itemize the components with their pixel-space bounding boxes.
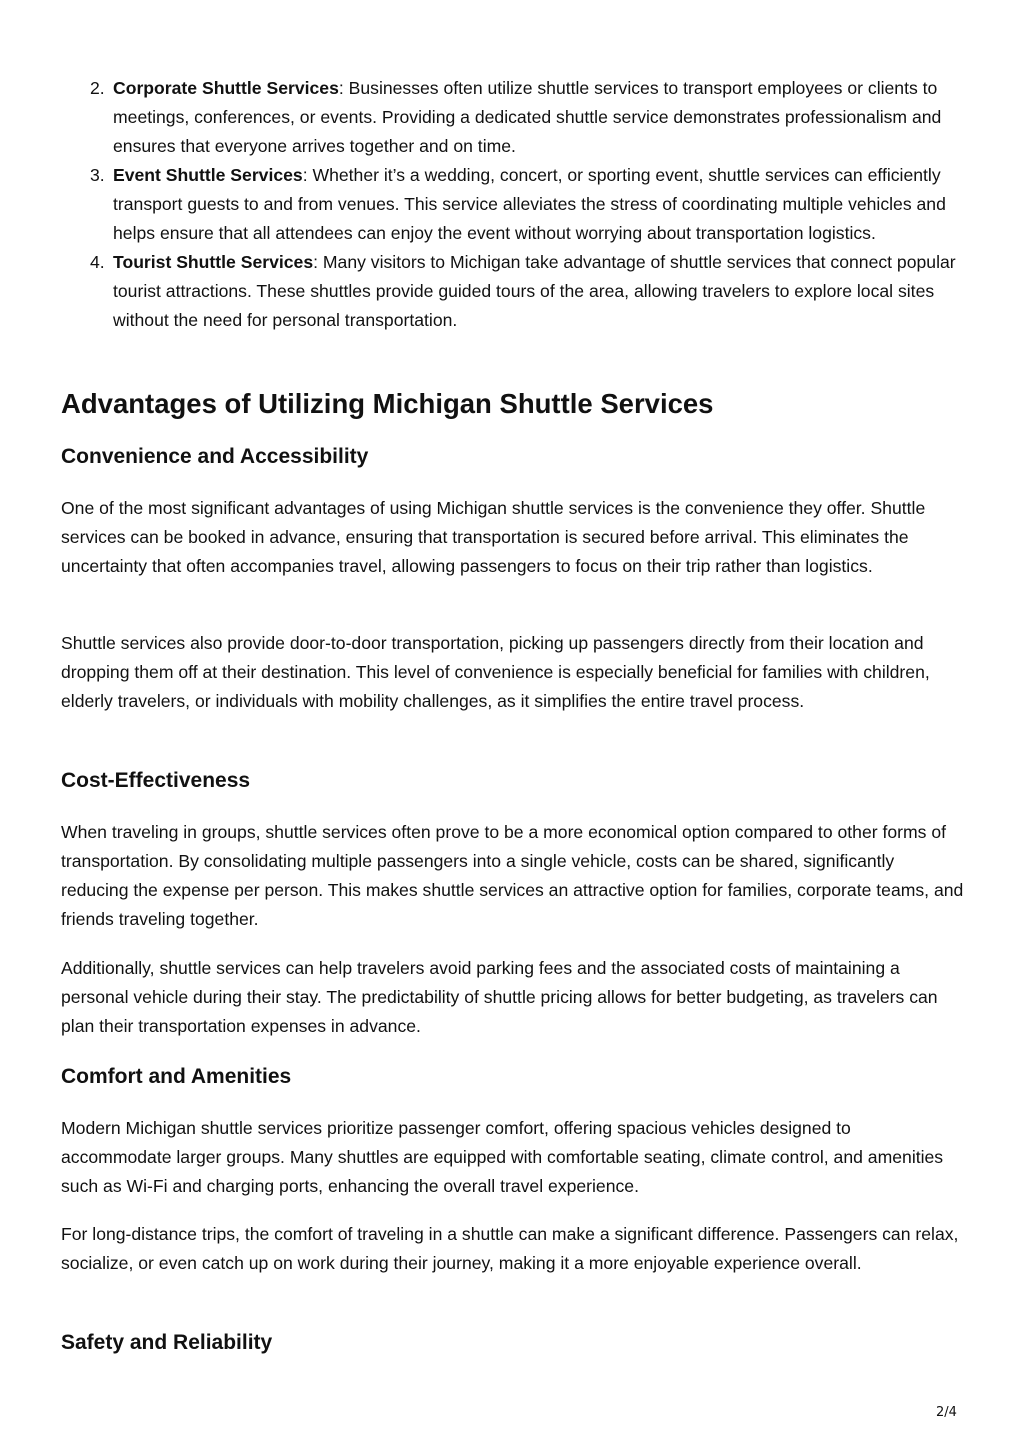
page-content: [61, 74, 966, 1354]
list-item-text: : Whether it’s a wedding, concert, or sporting event, shuttle services can efficiently transport guests to and from venues. This service alleviates the stress of coordinating multiple vehicles and helps ensure that all attendees can enjoy the event without worrying about transportation logistics.: [113, 165, 946, 243]
list-item: [113, 74, 966, 161]
list-item: [113, 161, 966, 248]
convenience-heading: Convenience and Accessibility: [61, 445, 369, 468]
section-heading: Advantages of Utilizing Michigan Shuttle Services: [61, 388, 714, 419]
cost-paragraph-1: When traveling in groups, shuttle services often prove to be a more economical option compared to other forms of transportation. By consolidating multiple passengers into a single vehicle, costs can be shared, significantly reducing the expense per person. This makes shuttle services an attractive option for families, corporate teams, and friends traveling together.: [61, 822, 964, 929]
comfort-paragraph-1: Modern Michigan shuttle services prioritize passenger comfort, offering spacious vehicles designed to accommodate larger groups. Many shuttles are equipped with comfortable seating, climate control, and amenities such as Wi-Fi and charging ports, enhancing the overall travel experience.: [61, 1118, 944, 1196]
safety-heading: Safety and Reliability: [61, 1331, 273, 1354]
list-item-title: Tourist Shuttle Services: [113, 252, 314, 272]
cost-paragraph-2: Additionally, shuttle services can help travelers avoid parking fees and the associated costs of maintaining a personal vehicle during their stay. The predictability of shuttle pricing allows for better budgeting, as travelers can plan their transportation expenses in advance.: [61, 958, 938, 1036]
cost-heading: Cost-Effectiveness: [61, 769, 251, 792]
services-list: [61, 74, 966, 335]
comfort-paragraph-2: For long-distance trips, the comfort of traveling in a shuttle can make a significant difference. Passengers can relax, socialize, or even catch up on work during their journey, making it a more enjoyable experience overall.: [61, 1224, 959, 1273]
list-item-title: Corporate Shuttle Services: [113, 78, 339, 98]
page-number: 2/4: [936, 1405, 957, 1420]
list-item: [113, 248, 966, 335]
list-item-title: Event Shuttle Services: [113, 165, 303, 185]
comfort-heading: Comfort and Amenities: [61, 1065, 292, 1088]
convenience-paragraph-1: One of the most significant advantages of using Michigan shuttle services is the convenience they offer. Shuttle services can be booked in advance, ensuring that transportation is secured before arrival. This eliminates the uncertainty that often accompanies travel, allowing passengers to focus on their trip rather than logistics.: [61, 498, 926, 576]
convenience-paragraph-2: Shuttle services also provide door-to-door transportation, picking up passengers directly from their location and dropping them off at their destination. This level of convenience is especially beneficial for families with children, elderly travelers, or individuals with mobility challenges, as it simplifies the entire travel process.: [61, 633, 930, 711]
list-item-text: : Many visitors to Michigan take advantage of shuttle services that connect popular tourist attractions. These shuttles provide guided tours of the area, allowing travelers to explore local sites without the need for personal transportation.: [113, 252, 956, 330]
list-item-text: : Businesses often utilize shuttle services to transport employees or clients to meetings, conferences, or events. Providing a dedicated shuttle service demonstrates professionalism and ensures that everyone arrives together and on time.: [113, 78, 942, 156]
